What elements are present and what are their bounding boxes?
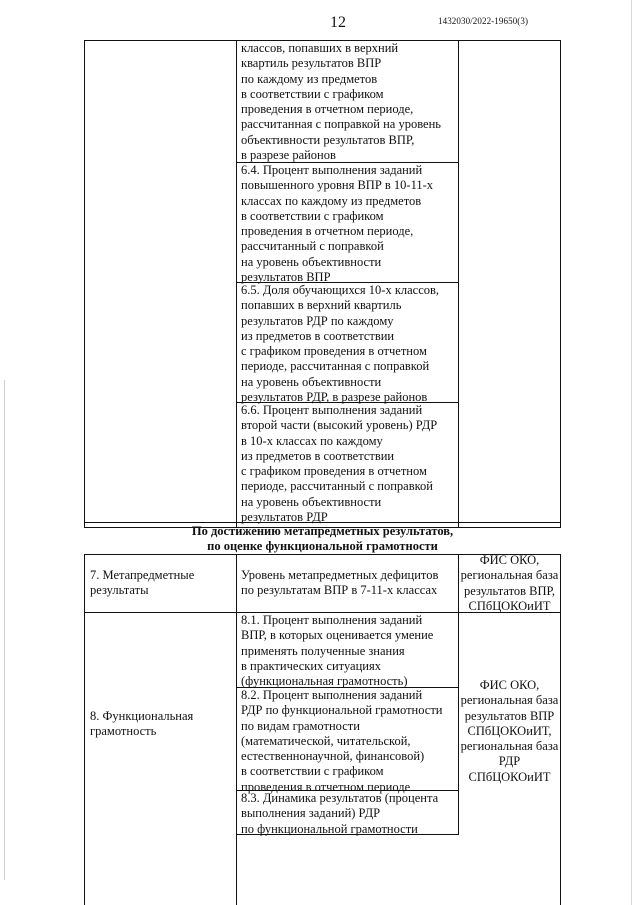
table-cell-indicator: 6.4. Процент выполнения заданий повышенного уровня ВПР в 10-11-х классах по каждому из предметов в соответствии с графиком проведения в отчетном периоде, рассчитанный с поправкой на уровень объективности результатов ВПР xyxy=(241,163,434,285)
section-heading: По достижению метапредметных результатов, по оценке функциональной грамотности xyxy=(191,524,454,553)
scan-edge-line xyxy=(4,380,5,880)
table-cell-criterion: 7. Метапредметные результаты xyxy=(90,568,195,598)
table-column-rule xyxy=(236,40,237,528)
table-cell-indicator: Уровень метапредметных дефицитов по результатам ВПР в 7-11-х классах xyxy=(241,568,439,598)
table-column-rule xyxy=(236,554,237,905)
table-cell-indicator: 6.5. Доля обучающихся 10-х классов, попавших в верхний квартиль результатов РДР по каждому из предметов в соответствии с графиком проведения в отчетном периоде, рассчитанная с поправкой на уровень объективности результатов РДР, в разрезе районов xyxy=(241,283,440,405)
table-border xyxy=(84,40,85,528)
page-number: 12 xyxy=(330,14,346,31)
table-cell-indicator: классов, попавших в верхний квартиль результатов ВПР по каждому из предметов в соответствии с графиком проведения в отчетном периоде, рассчитанная с поправкой на уровень объективности результатов ВПР, в разрезе районов xyxy=(241,41,441,163)
table-cell-source: ФИС ОКО, региональная база результатов ВПР, СПбЦОКОиИТ xyxy=(460,553,559,613)
table-cell-indicator: 8.3. Динамика результатов (процента выполнения заданий) РДР по функциональной грамотности xyxy=(241,791,439,836)
table-border xyxy=(560,554,561,905)
table-cell-indicator: 6.6. Процент выполнения заданий второй части (высокий уровень) РДР в 10-х классах по каждому из предметов в соответствии с графиком проведения в отчетном периоде, рассчитанный с поправкой на уровень объективности результатов РДР xyxy=(241,403,438,525)
table-border xyxy=(560,40,561,528)
table-cell-indicator: 8.2. Процент выполнения заданий РДР по функциональной грамотности по видам грамотности (математической, читательской, естественнонаучной, финансовой) в соответствии с графиком проведения в отчетном периоде xyxy=(241,688,443,794)
scan-edge-line xyxy=(631,0,632,905)
table-cell-criterion: 8. Функциональная грамотность xyxy=(90,709,194,739)
table-border xyxy=(84,554,85,905)
table-column-rule xyxy=(458,40,459,528)
table-cell-source: ФИС ОКО, региональная база результатов ВПР СПбЦОКОиИТ, региональная база РДР СПбЦОКОиИТ xyxy=(460,678,559,784)
table-cell-indicator: 8.1. Процент выполнения заданий ВПР, в которых оценивается умение применять полученные знания в практических ситуациях (функциональная грамотность) xyxy=(241,613,434,689)
document-code: 1432030/2022-19650(3) xyxy=(438,16,529,26)
